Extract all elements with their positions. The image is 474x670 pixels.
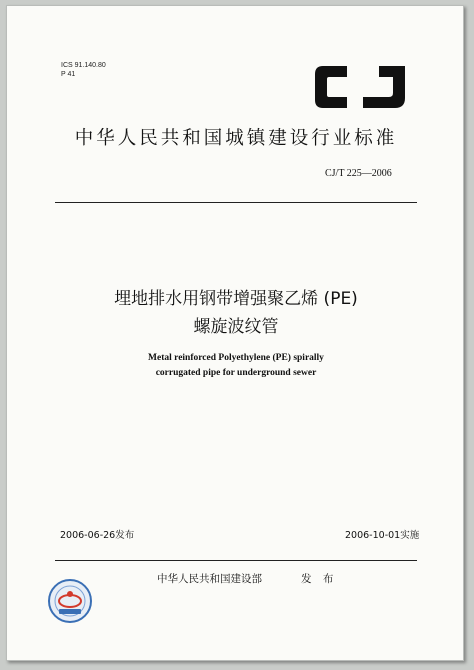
ics-classification xyxy=(61,61,106,79)
footer-divider xyxy=(55,560,417,561)
cj-logo xyxy=(313,64,409,110)
standard-number: CJ/T 225—2006 xyxy=(325,168,392,179)
publish-date: 2006-06-26发布 xyxy=(60,530,135,541)
header-divider xyxy=(55,202,417,203)
title-en-line2: corrugated pipe for underground sewer xyxy=(155,368,317,378)
title-cn-line2: 螺旋波纹管 xyxy=(193,317,279,337)
classification-code: P 41 xyxy=(61,71,76,78)
title-en-line1: Metal reinforced Polyethylene (PE) spirally xyxy=(148,353,324,363)
implement-date: 2006-10-01实施 xyxy=(345,530,420,541)
publisher: 中华人民共和国建设部 xyxy=(157,573,262,585)
title-cn-line1: 埋地排水用钢带增强聚乙烯 (PE) xyxy=(114,289,358,309)
document-page xyxy=(6,5,464,661)
standard-seal-icon xyxy=(47,578,93,624)
issuing-organization: 中华人民共和国城镇建设行业标准 xyxy=(74,128,398,149)
publish-action: 发 布 xyxy=(301,573,338,585)
ics-code: ICS 91.140.80 xyxy=(61,62,106,69)
